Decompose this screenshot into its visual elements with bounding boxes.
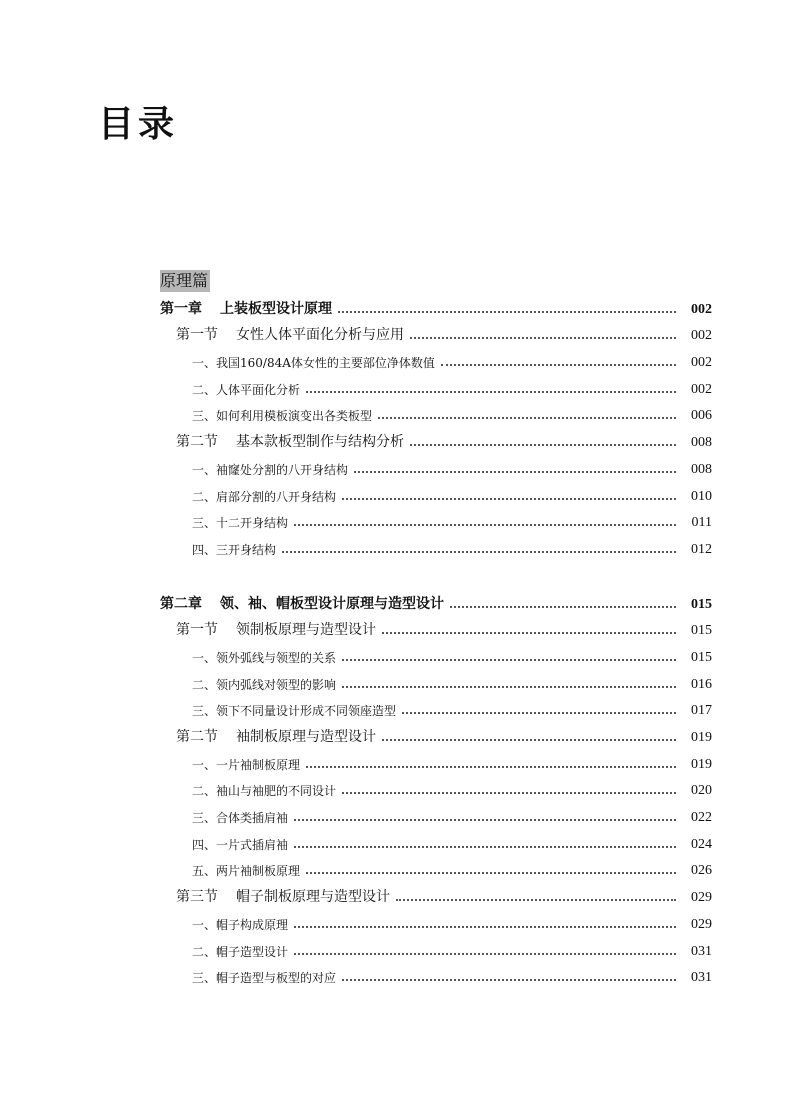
toc-item-title: 一、袖窿处分割的八开身结构 [192,462,349,477]
toc-item-title: 三、领下不同量设计形成不同领座造型 [192,704,397,719]
toc-section-1-1[interactable] [160,321,712,348]
toc-leader-dots [342,792,676,794]
toc-page-number: 016 [691,676,712,692]
toc-chapter-number: 第二章 [160,595,202,612]
toc-leader-dots [402,712,676,714]
toc-leader-dots [294,524,676,526]
toc-item-title: 五、两片袖制板原理 [192,864,301,879]
toc-item[interactable] [160,534,712,561]
toc-leader-dots [378,417,676,419]
toc-page-number: 026 [691,863,712,879]
toc-item-title: 三、如何利用模板演变出各类板型 [192,409,373,424]
toc-page-number: 031 [691,970,712,986]
toc-item[interactable] [160,454,712,481]
toc-section-number: 第二节 [176,729,218,745]
toc-item[interactable] [160,642,712,669]
toc-page-number: 008 [691,435,712,451]
toc-item-title: 一、帽子构成原理 [192,917,289,932]
toc-chapter-title: 领、袖、帽板型设计原理与造型设计 [220,595,444,612]
toc-leader-dots [396,899,676,901]
chapter-spacer [160,561,712,589]
toc-item-title: 一、我国160/84A体女性的主要部位净体数值 [192,356,435,371]
toc-item-title: 三、合体类插肩袖 [192,811,289,826]
toc-chapter-2[interactable] [160,589,712,616]
toc-item[interactable] [160,963,712,990]
toc-leader-dots [306,766,676,768]
toc-item[interactable] [160,374,712,401]
toc-page-number: 029 [691,916,712,932]
toc-page-number: 020 [691,783,712,799]
toc-leader-dots [410,337,676,339]
toc-item-title: 一、一片袖制板原理 [192,757,301,772]
toc-item-title: 二、人体平面化分析 [192,382,301,397]
toc-section-1-2[interactable] [160,427,712,454]
toc-page-number: 008 [691,461,712,477]
toc-item-title: 二、肩部分割的八开身结构 [192,489,337,504]
toc-leader-dots [342,979,676,981]
toc-page-number: 022 [691,810,712,826]
toc-section-label [176,324,410,344]
toc-page-number: 031 [691,943,712,959]
toc-leader-dots [342,498,676,500]
toc-leader-dots [294,926,676,928]
toc-section-2-3[interactable] [160,882,712,909]
toc-leader-dots [306,872,676,874]
toc-item-title: 一、领外弧线与领型的关系 [192,650,337,665]
toc-leader-dots [294,953,676,955]
toc-item-title: 四、三开身结构 [192,542,277,557]
toc-page-number: 015 [691,596,712,612]
toc-section-label [176,431,410,451]
toc-section-number: 第一节 [176,327,218,344]
toc-item[interactable] [160,936,712,963]
toc-item[interactable] [160,481,712,508]
toc-chapter-title: 上装板型设计原理 [220,300,332,317]
toc-section-title: 女性人体平面化分析与应用 [236,327,404,344]
toc-item[interactable] [160,347,712,374]
toc-item[interactable] [160,401,712,428]
toc-section-label [176,619,382,639]
table-of-contents [160,270,712,989]
toc-page-number: 017 [691,703,712,719]
toc-item[interactable] [160,829,712,856]
toc-section-title: 基本款板型制作与结构分析 [236,434,404,451]
part-label: 原理篇 [160,271,209,290]
toc-leader-dots [306,391,676,393]
toc-section-label [176,886,396,906]
toc-page-number: 015 [691,623,712,639]
toc-page-number: 002 [691,328,712,344]
toc-item[interactable] [160,749,712,776]
toc-page-number: 006 [691,408,712,424]
toc-leader-dots [338,311,676,313]
toc-chapter-1[interactable] [160,294,712,321]
toc-page-number: 002 [691,301,712,317]
toc-item[interactable] [160,802,712,829]
toc-leader-dots [282,551,676,553]
toc-page-number: 011 [691,515,712,531]
toc-section-number: 第三节 [176,889,218,906]
toc-page-number: 002 [691,381,712,397]
toc-item-title: 三、十二开身结构 [192,516,289,531]
toc-page-number: 015 [691,649,712,665]
toc-section-label [176,726,382,746]
toc-item[interactable] [160,669,712,696]
toc-page-number: 029 [691,890,712,906]
toc-leader-dots [382,632,676,634]
toc-page-number: 002 [691,355,712,371]
toc-item-title: 四、一片式插肩袖 [192,837,289,852]
toc-item-title: 二、帽子造型设计 [192,944,289,959]
toc-section-2-2[interactable] [160,722,712,749]
toc-item[interactable] [160,696,712,723]
page-title: 目录 [98,104,179,145]
toc-chapter-label [160,593,450,613]
toc-leader-dots [342,686,676,688]
toc-leader-dots [410,444,676,446]
toc-page-number: 010 [691,488,712,504]
toc-item[interactable] [160,856,712,883]
toc-item-title: 二、领内弧线对领型的影响 [192,677,337,692]
toc-item[interactable] [160,776,712,803]
toc-page-number: 019 [691,756,712,772]
toc-section-title: 帽子制板原理与造型设计 [236,889,390,906]
toc-section-number: 第一节 [176,622,218,639]
toc-item[interactable] [160,508,712,535]
toc-section-title: 袖制板原理与造型设计 [236,729,376,745]
toc-section-number: 第二节 [176,434,218,451]
toc-page-number: 012 [691,541,712,557]
toc-chapter-number: 第一章 [160,300,202,317]
toc-leader-dots [294,846,676,848]
toc-leader-dots [354,471,676,473]
toc-section-title: 领制板原理与造型设计 [236,622,376,639]
toc-section-2-1[interactable] [160,616,712,643]
toc-item[interactable] [160,909,712,936]
toc-leader-dots [342,659,676,661]
toc-page-number: 019 [691,730,712,745]
toc-chapter-label [160,298,338,318]
toc-item-title: 二、袖山与袖肥的不同设计 [192,784,337,799]
toc-leader-dots [294,819,676,821]
toc-item-title: 三、帽子造型与板型的对应 [192,971,337,986]
toc-leader-dots [441,364,676,366]
toc-leader-dots [382,739,676,741]
toc-page-number: 024 [691,836,712,852]
toc-leader-dots [450,606,676,608]
